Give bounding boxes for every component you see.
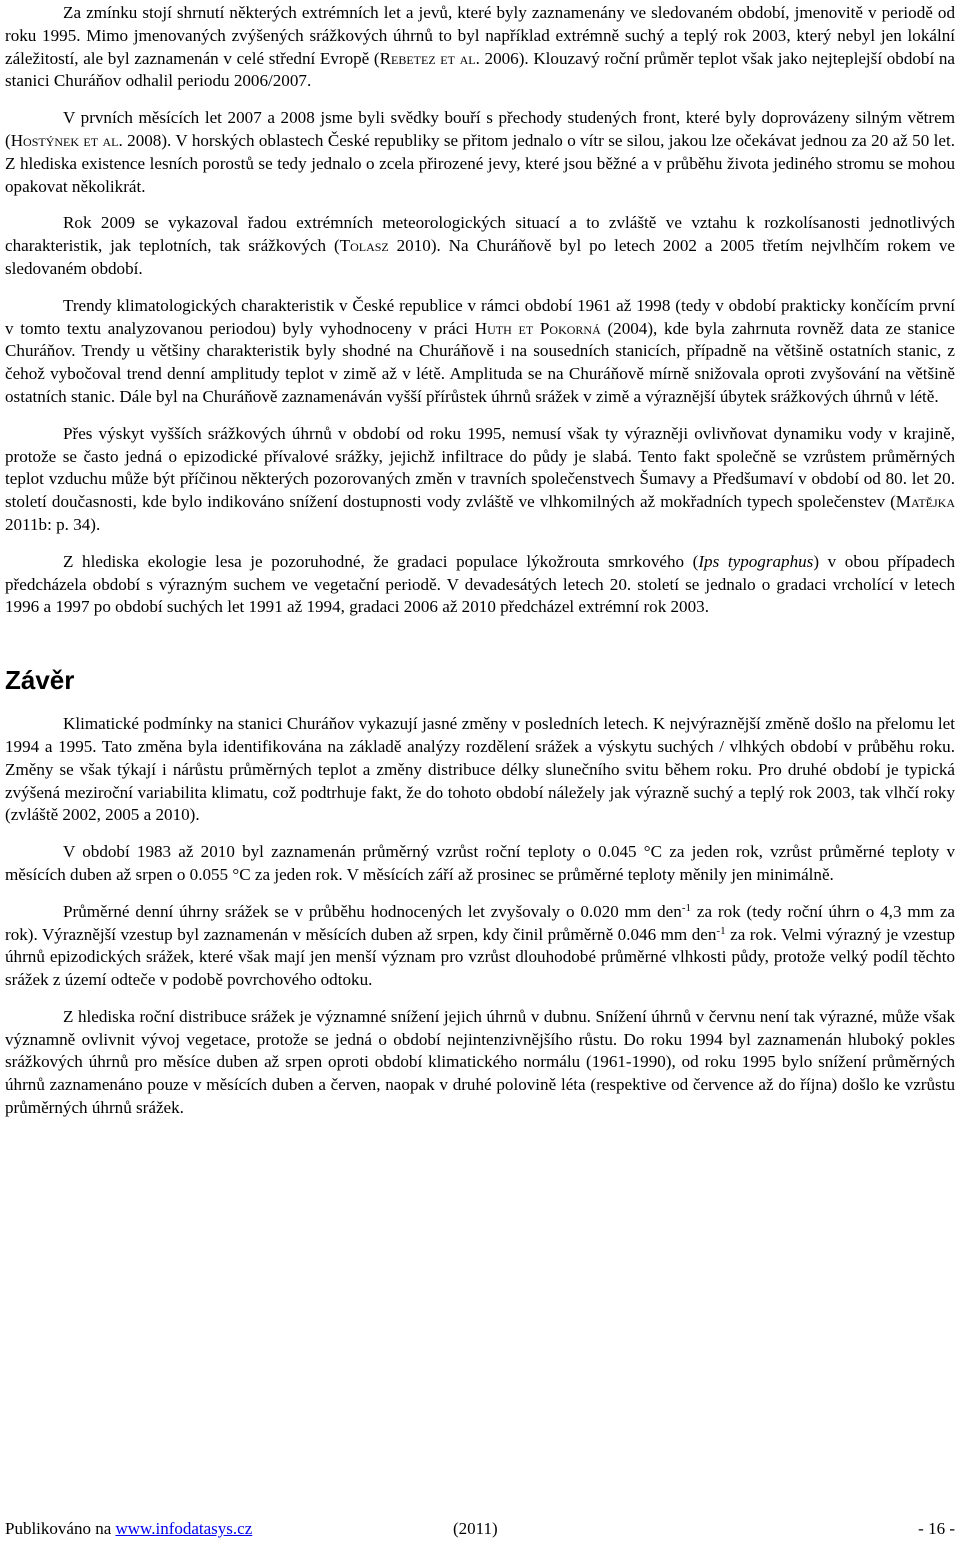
paragraph-text: V období 1983 až 2010 byl zaznamenán průměrný vzrůst roční teploty o 0.045 °C za jeden rok, vzrůst průměrné teploty v měsících duben až srpen o 0.055 °C za jeden rok. V měsících září až prosinec se průměrné teploty měnily jen minimálně.	[5, 842, 955, 884]
paragraph-text: Přes výskyt vyšších srážkových úhrnů v období od roku 1995, nemusí však ty výrazněji ovlivňovat dynamiku vody v krajině, protože se často jedná o epizodické přívalové srážky, jejichž infiltrace do půdy je slabá. Tento fakt společně se vzrůstem průměrných teplot vzduchu může být příčinou některých pozorovaných změn v travních společenstvech Šumavy a Předšumaví v období od 80. let 20. století doučasnosti, kde bylo indikováno snížení dostupnosti vody zvláště ve vlhkomilných až mokřadních typech společenstev (	[5, 423, 955, 512]
paragraph-text: Trendy klimatologických charakteristik v České republice v rámci období 1961 až 1998 (tedy v období prakticky končícím první v tomto textu analyzovanou periodou) byly vyhodnoceny v práci	[5, 295, 955, 338]
citation-author: Rebetez et al.	[379, 48, 480, 68]
paragraph-text: 2006). Klouzavý roční průměr teplot však jako nejteplejší období na stanici Churáňov odhalil periodu 2006/2007.	[5, 48, 955, 91]
page-content	[5, 2, 955, 1134]
paragraph-text: 2008). V horských oblastech České republiky se přitom jednalo o vítr se silou, jakou lze očekávat jednou za 20 až 50 let. Z hlediska existence lesních porostů se tedy jednalo o zcela přirozené jevy, které jsou běžné a v průběhu života jediného stromu se mohou opakovat několikrát.	[5, 130, 955, 196]
paragraph	[5, 423, 955, 537]
superscript: -1	[681, 901, 691, 914]
paragraph-text: Za zmínku stojí shrnutí některých extrémních let a jevů, které byly zaznamenány ve sledovaném období, jmenovitě v periodě od roku 1995. Mimo jmenovaných zvýšených srážkových úhrnů to byl například extrémně suchý a teplý rok 2003, který nebyl jen lokální záležitostí, ale byl zaznamenán v celé střední Evropě (	[5, 3, 955, 68]
paragraph-text: 2011b: p. 34).	[5, 514, 101, 534]
citation-author: Huth et Pokorná	[474, 318, 601, 338]
footer-website-link[interactable]: www.infodatasys.cz	[115, 1519, 253, 1538]
superscript: -1	[716, 924, 726, 937]
paragraph	[5, 1006, 955, 1120]
paragraph-text: Rok 2009 se vykazoval řadou extrémních meteorologických situací a to zvláště ve vztahu k rozkolísanosti jednotlivých charakteristik, jak teplotních, tak srážkových (	[5, 213, 955, 256]
paragraph-text: Průměrné denní úhrny srážek se v průběhu hodnocených let zvyšovaly o 0.020 mm den	[63, 901, 682, 921]
footer-publication	[5, 1518, 252, 1540]
species-name: Ips typographus	[698, 551, 814, 571]
body-text-conclusion	[5, 713, 955, 1120]
page-number: - 16 -	[918, 1519, 955, 1538]
paragraph-text: Z hlediska roční distribuce srážek je významné snížení jejich úhrnů v dubnu. Snížení úhrnů v červnu není tak výrazné, může však významně ovlivnit vývoj vegetace, protože se jedná o období nejintenzivnějšího růstu. Do roku 1994 byl zaznamenán hluboký pokles srážkových úhrnů pro měsíce duben až srpen oproti období klimatického normálu (1961-1990), od roku 1995 bylo snížení průměrných úhrnů zaznamenáno pouze v měsících duben a červen, naopak v druhé polovině léta (respektive od července až do října) došlo ke vzrůstu průměrných úhrnů srážek.	[5, 1006, 955, 1118]
paragraph	[5, 107, 955, 198]
paragraph-text: za rok (tedy roční úhrn o 4,3 mm za rok). Výraznější vzestup byl zaznamenán v měsících duben až srpen, kdy činil průměrně 0.046 mm den	[5, 901, 955, 944]
citation-author: Matějka	[895, 492, 955, 512]
paragraph	[5, 295, 955, 409]
body-text-top	[5, 2, 955, 619]
paragraph-text: V prvních měsících let 2007 a 2008 jsme byli svědky bouří s přechody studených front, které byly doprovázeny silným větrem (	[5, 108, 955, 150]
citation-author: Tolasz	[339, 236, 389, 256]
paragraph	[5, 212, 955, 280]
section-heading: Závěr	[5, 665, 75, 696]
paragraph-text: (2004), kde byla zahrnuta rovněž data ze stanice Churáňov. Trendy u většiny charakteristik byly shodné na Churáňově i na sousedních stanicích, případně na většině ostatních stanic, z čehož vybočoval trend denní amplitudy teplot v zimě až v létě. Amplituda se na Churáňově mírně snižovala oproti zvyšování na většině ostatních stanic. Dále byl na Churáňově zaznamenáván vyšší přírůstek úhrnů srážek v zimě a výraznější úbytek srážkových úhrnů v létě.	[5, 318, 955, 406]
paragraph	[5, 713, 955, 827]
paragraph-text: za rok. Velmi výrazný je vzestup úhrnů epizodických srážek, které však mají jen menší význam pro vzrůst dlouhodobé průměrné vlhkosti půdy, protože velký podíl těchto srážek z území odteče v podobě povrchového odtoku.	[5, 924, 955, 990]
paragraph-text: Klimatické podmínky na stanici Churáňov vykazují jasné změny v posledních letech. K nejvýraznější změně došlo na přelomu let 1994 a 1995. Tato změna byla identifikována na základě analýzy rozdělení srážek a výskytu suchých / vlhkých období v průběhu roku. Změny se však týkají i nárůstu průměrných teplot a změny distribuce délky slunečního svitu během roku. Pro druhé období je typická zvýšená meziroční variabilita klimatu, což podtrhuje fakt, že do tohoto období náležely jak výrazně suchý a teplý rok 2003, tak vlhčí roky (zvláště 2002, 2005 a 2010).	[5, 714, 955, 825]
paragraph	[5, 2, 955, 93]
paragraph-text: Z hlediska ekologie lesa je pozoruhodné, že gradaci populace lýkožrouta smrkového (	[63, 551, 699, 571]
paragraph	[5, 841, 955, 887]
paragraph	[5, 551, 955, 619]
footer-year: (2011)	[453, 1519, 498, 1538]
footer-published-prefix: Publikováno na	[5, 1519, 116, 1538]
paragraph-text: ) v obou případech předcházela období s výrazným suchem ve vegetační periodě. V devadesátých letech 20. století se jednalo o gradaci vrcholící v letech 1996 a 1997 po období suchých let 1991 až 1994, gradaci 2006 až 2010 předcházel extrémní rok 2003.	[5, 551, 955, 617]
paragraph	[5, 901, 955, 992]
paragraph-text: 2010). Na Churáňově byl po letech 2002 a 2005 třetím nejvlhčím rokem ve sledovaném období.	[5, 236, 955, 278]
citation-author: Hostýnek et al.	[10, 130, 123, 150]
